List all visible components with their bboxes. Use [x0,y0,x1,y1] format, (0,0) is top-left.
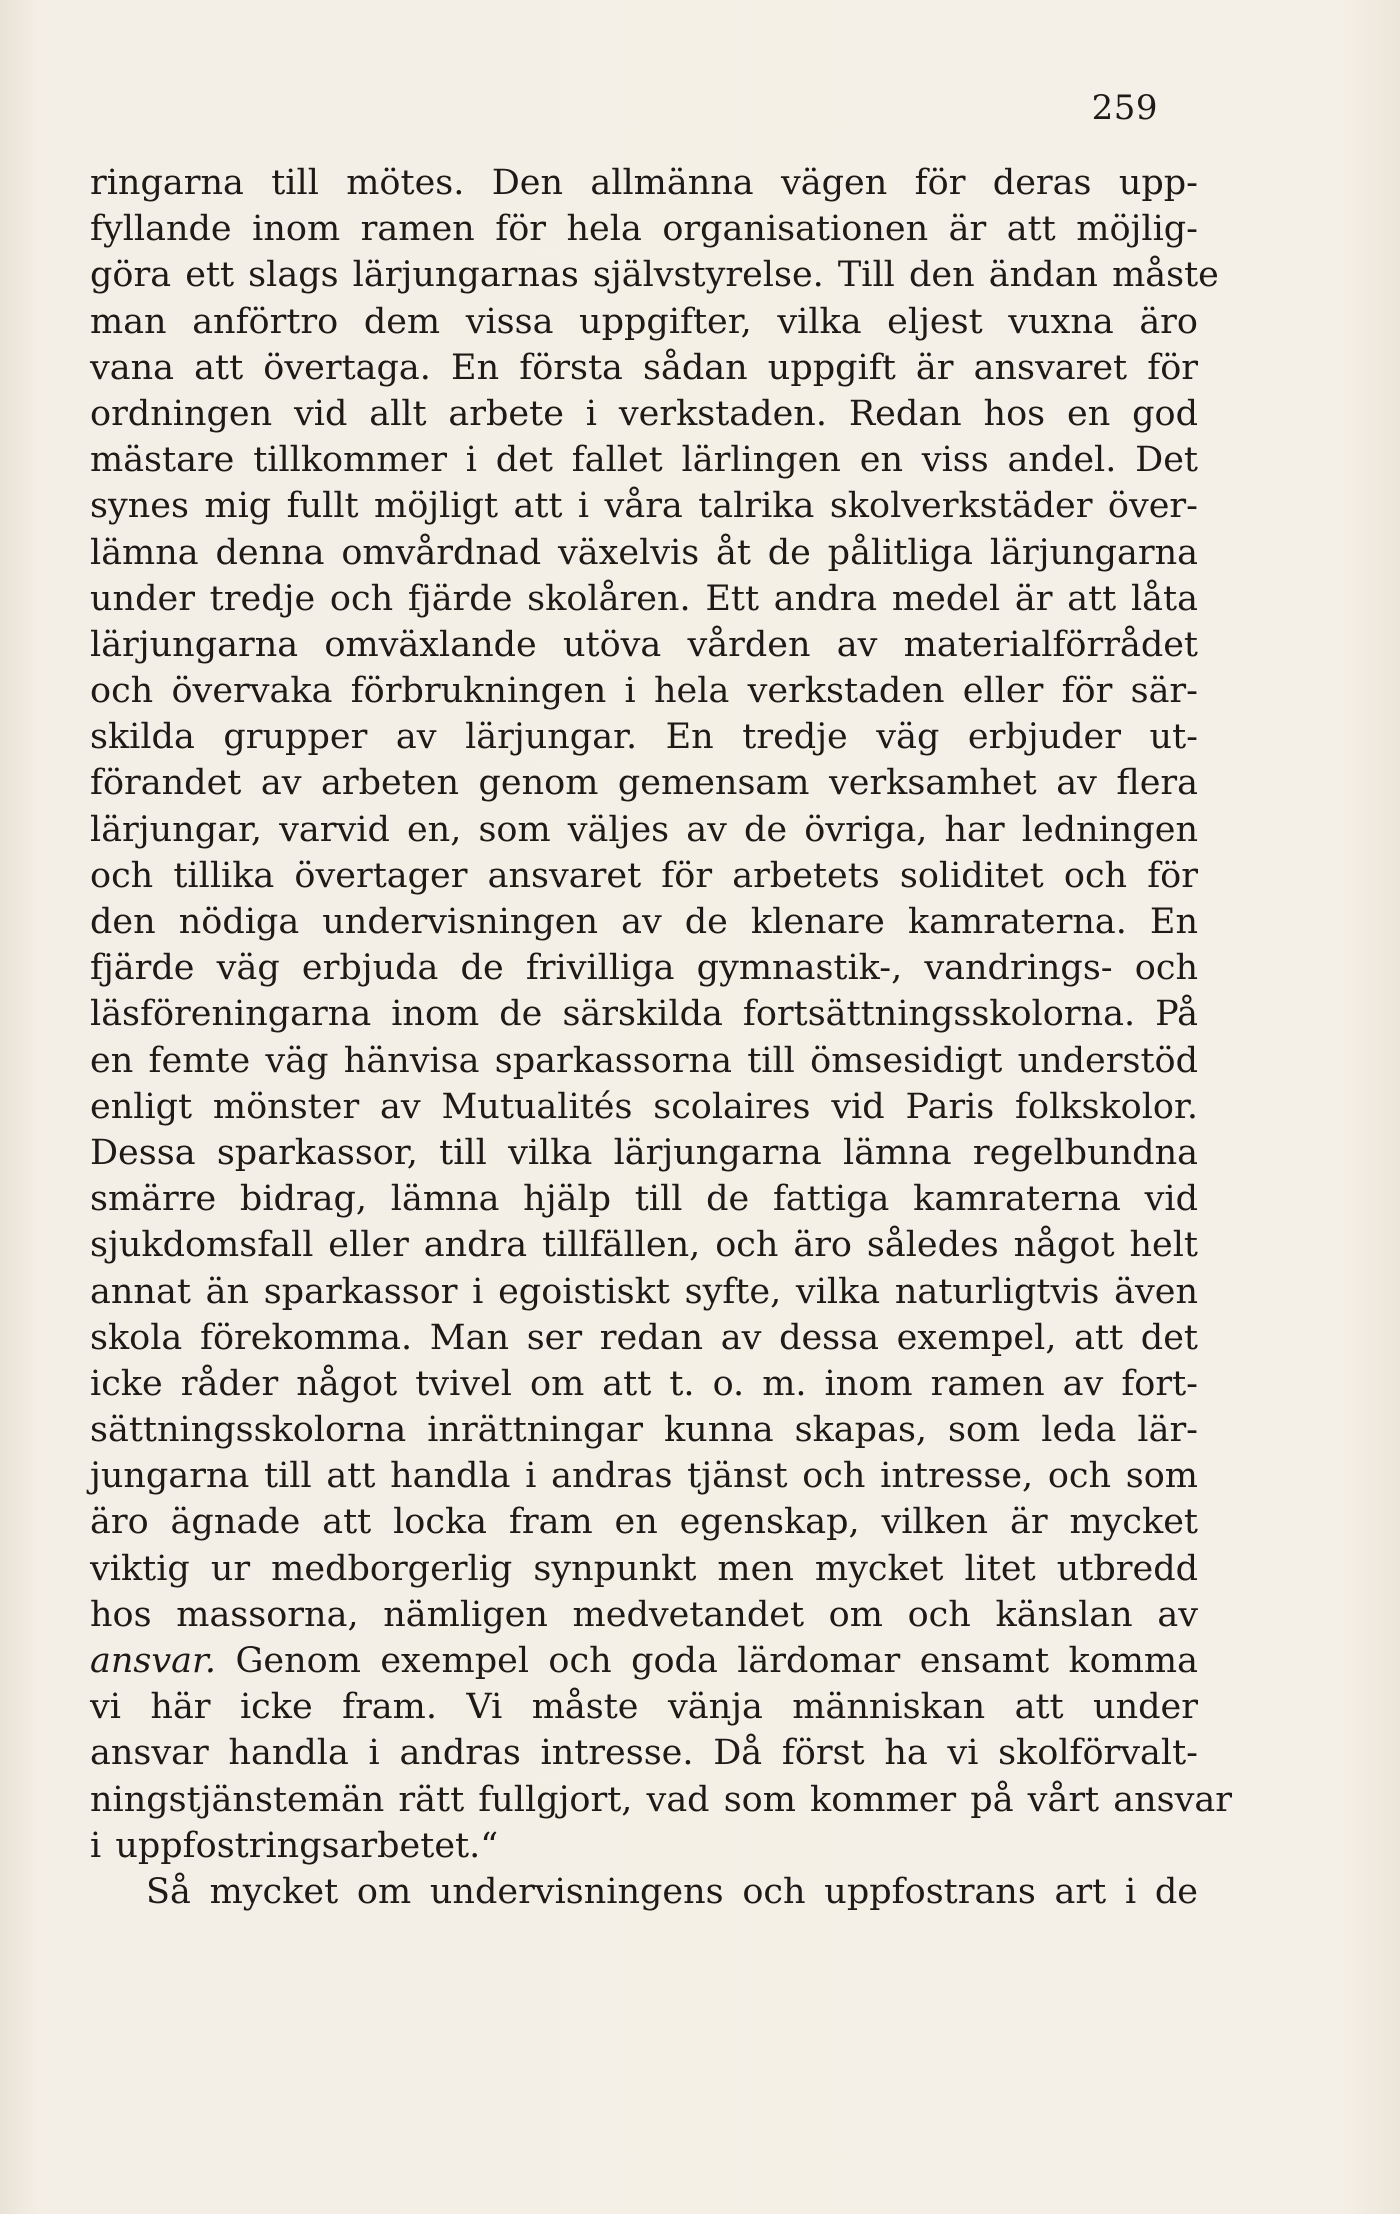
text-segment: den nödiga undervisningen av de klenare kamraterna. En [90,902,1198,942]
text-line [90,1730,1198,1776]
text-segment: skilda grupper av lärjungar. En tredje väg erbjuder ut- [90,717,1198,758]
text-line [90,760,1198,806]
text-segment: synes mig fullt möjligt att i våra talrika skolverkstäder över- [90,486,1198,527]
text-line [90,1684,1198,1730]
text-line [90,622,1198,668]
text-segment: lämna denna omvårdnad växelvis åt de pålitliga lärjungarna [90,532,1198,573]
text-line [90,1453,1198,1499]
emphasized-word: ansvar. [90,1641,217,1681]
text-segment: enligt mönster av Mutualités scolaires vid Paris folkskolor. [90,1086,1198,1127]
text-line [90,807,1198,853]
text-line [90,483,1198,529]
text-segment: ringarna till mötes. Den allmänna vägen för deras upp- [90,163,1198,203]
page-number: 259 [1091,88,1158,128]
text-line [90,1176,1198,1222]
text-segment: en femte väg hänvisa sparkassorna till ömsesidigt understöd [90,1040,1198,1081]
text-segment: ordningen vid allt arbete i verkstaden. Redan hos en god [90,393,1198,434]
text-line [90,1361,1198,1407]
text-line [90,1269,1198,1315]
text-line [90,945,1198,991]
text-line [90,252,1219,298]
text-line [90,1315,1198,1361]
text-line [90,1038,1198,1084]
text-segment: mästare tillkommer i det fallet lärlingen en viss andel. Det [90,440,1198,481]
text-line [90,576,1198,622]
text-segment: skola förekomma. Man ser redan av dessa exempel, att det [90,1317,1198,1358]
text-segment: ningstjänstemän rätt fullgjort, vad som kommer på vårt ansvar [90,1779,1232,1820]
text-line [90,1499,1198,1545]
text-segment: sjukdomsfall eller andra tillfällen, och äro således något helt [90,1225,1198,1266]
text-segment: äro ägnade att locka fram en egenskap, vilken är mycket [90,1502,1198,1543]
text-line [90,668,1198,714]
text-segment: icke råder något tvivel om att t. o. m. inom ramen av fort- [90,1363,1198,1404]
text-segment: och tillika övertager ansvaret för arbetets soliditet och för [90,855,1198,896]
text-segment: under tredje och fjärde skolåren. Ett andra medel är att låta [90,578,1198,619]
text-line [90,1869,1198,1915]
text-line [90,1222,1198,1268]
text-segment: sättningsskolorna inrättningar kunna skapas, som leda lär- [90,1410,1198,1451]
text-line [90,437,1198,483]
text-segment: hos massorna, nämligen medvetandet om och känslan av [90,1594,1198,1635]
text-line [90,1407,1198,1453]
text-segment: ansvar handla i andras intresse. Då först ha vi skolförvalt- [90,1733,1198,1774]
text-line [90,1823,1198,1869]
text-line [90,899,1198,945]
text-segment: viktig ur medborgerlig synpunkt men mycket litet utbredd [90,1548,1198,1589]
text-segment: och övervaka förbrukningen i hela verkstaden eller för sär- [90,671,1198,712]
text-line [90,853,1198,899]
text-segment: Dessa sparkassor, till vilka lärjungarna lämna regelbundna [90,1132,1198,1173]
text-line [90,714,1198,760]
text-line [90,206,1198,252]
text-segment: Så mycket om undervisningens och uppfostrans art i de [146,1871,1198,1912]
text-segment: smärre bidrag, lämna hjälp till de fattiga kamraterna vid [90,1179,1198,1220]
text-segment: fyllande inom ramen för hela organisationen är att möjlig- [90,209,1198,250]
text-line [90,1777,1232,1823]
text-segment: vana att övertaga. En första sådan uppgift är ansvaret för [90,347,1198,388]
text-segment: göra ett slags lärjungarnas självstyrelse. Till den ändan måste [90,255,1219,296]
text-line [90,1638,1198,1684]
text-line [90,1592,1198,1638]
text-segment: man anförtro dem vissa uppgifter, vilka eljest vuxna äro [90,301,1198,342]
body-text [90,160,1232,1915]
text-line [90,1546,1198,1592]
text-line [90,530,1198,576]
text-line [90,345,1198,391]
text-segment: förandet av arbeten genom gemensam verksamhet av flera [90,763,1198,804]
text-line [90,391,1198,437]
text-segment: lärjungar, varvid en, som väljes av de övriga, har ledningen [90,809,1198,850]
text-segment: Genom exempel och goda lärdomar ensamt komma [216,1641,1198,1681]
text-line [90,1130,1198,1176]
text-line [90,1084,1198,1130]
text-line [90,299,1198,345]
text-line [90,991,1198,1037]
text-segment: vi här icke fram. Vi måste vänja människan att under [90,1687,1198,1728]
text-line [90,160,1198,206]
text-segment: fjärde väg erbjuda de frivilliga gymnastik-, vandrings- och [90,948,1198,989]
text-segment: i uppfostringsarbetet.“ [90,1825,499,1866]
text-segment: jungarna till att handla i andras tjänst och intresse, och som [90,1456,1198,1497]
text-segment: lärjungarna omväxlande utöva vården av materialförrådet [90,624,1198,665]
text-segment: läsföreningarna inom de särskilda fortsättningsskolorna. På [90,994,1198,1035]
text-segment: annat än sparkassor i egoistiskt syfte, vilka naturligtvis även [90,1271,1198,1312]
